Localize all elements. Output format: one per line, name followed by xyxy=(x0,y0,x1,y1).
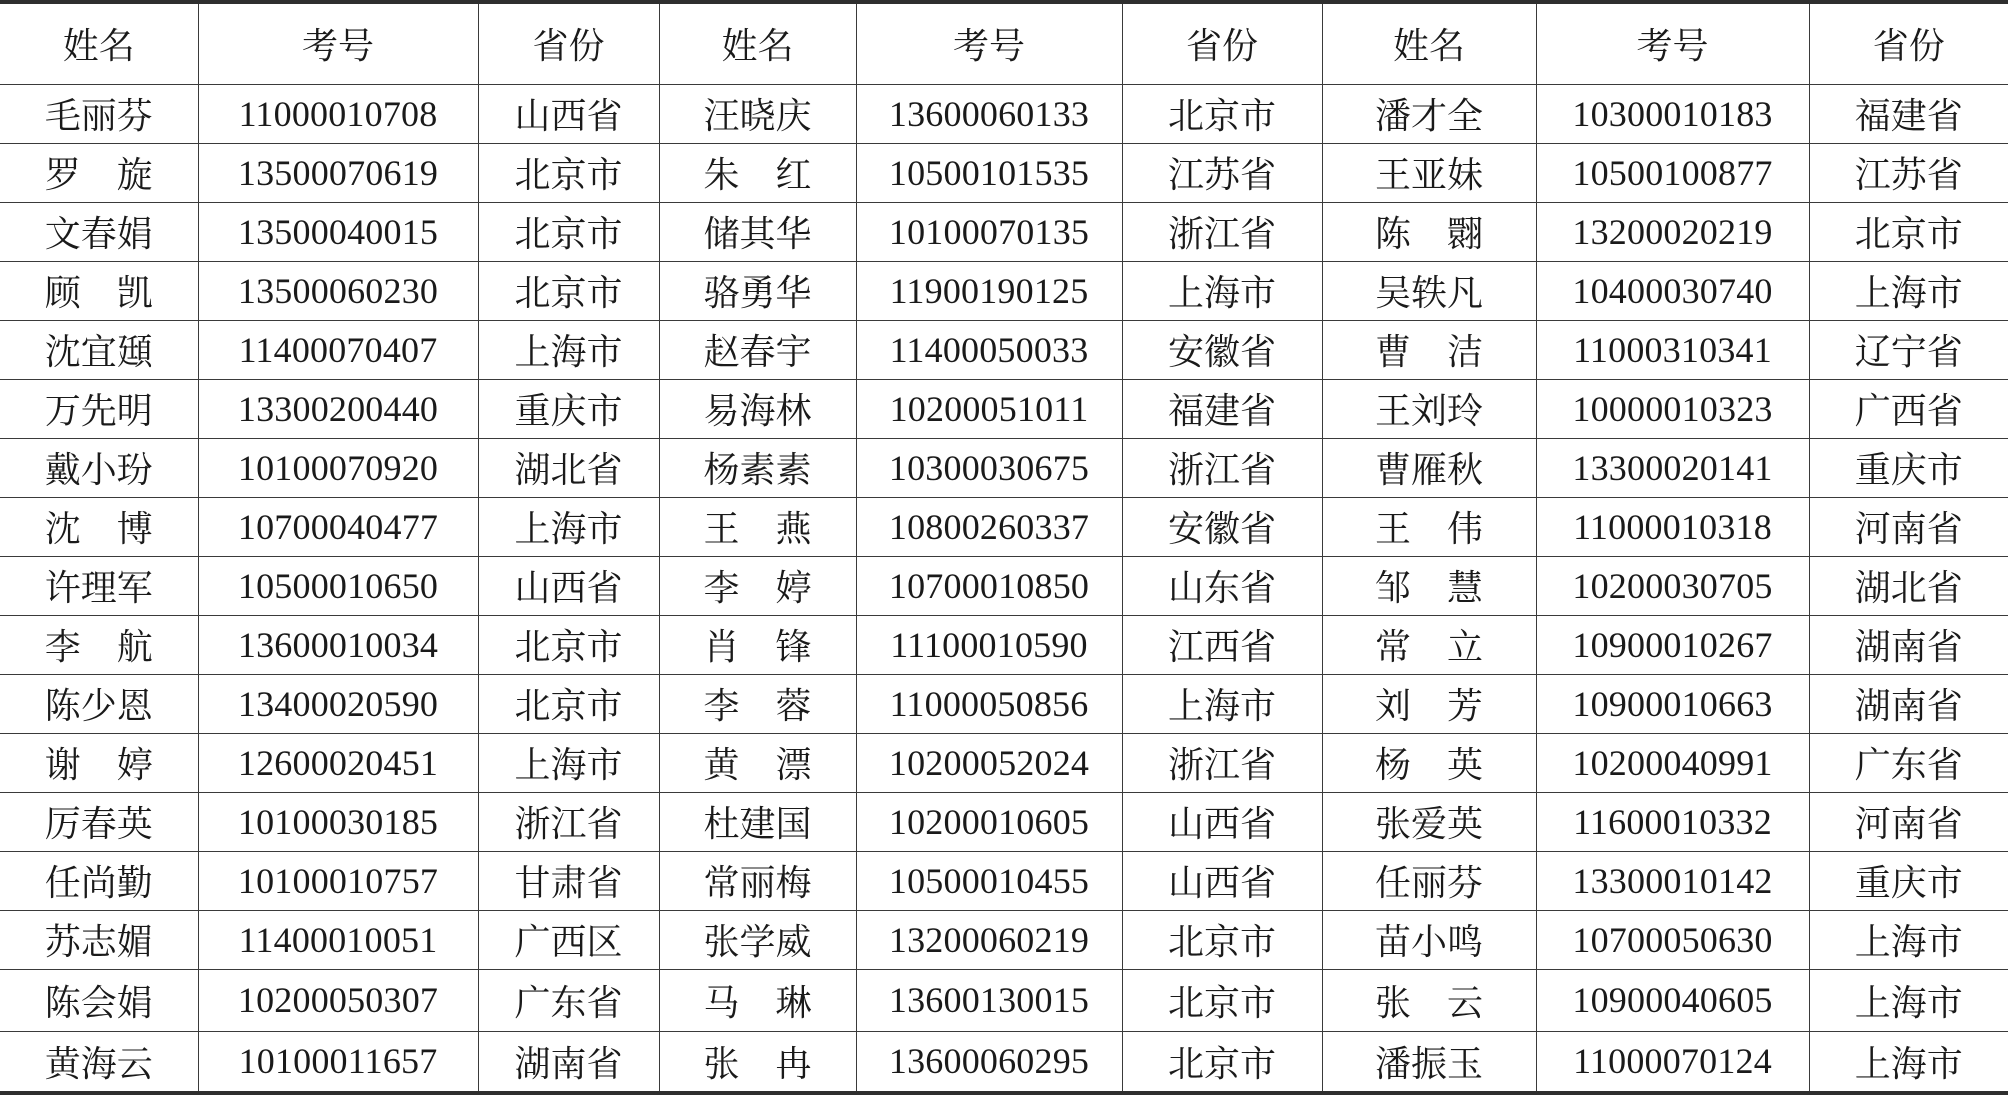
exam-number-cell: 11000310341 xyxy=(1536,320,1809,379)
province-cell: 湖南省 xyxy=(1809,615,2008,674)
province-cell: 北京市 xyxy=(1122,1031,1322,1093)
exam-number-cell: 10100030185 xyxy=(198,792,478,851)
province-cell: 山西省 xyxy=(478,556,659,615)
name-cell: 易海林 xyxy=(659,379,856,438)
table-row xyxy=(0,438,2008,497)
name-cell: 曹 洁 xyxy=(1322,320,1536,379)
name-cell: 陈 翾 xyxy=(1322,202,1536,261)
province-cell: 江西省 xyxy=(1122,615,1322,674)
exam-number-cell: 11900190125 xyxy=(856,261,1122,320)
province-cell: 北京市 xyxy=(1122,84,1322,143)
table-row xyxy=(0,733,2008,792)
province-cell: 上海市 xyxy=(478,497,659,556)
table-row xyxy=(0,497,2008,556)
province-cell: 重庆市 xyxy=(478,379,659,438)
exam-number-cell: 10200010605 xyxy=(856,792,1122,851)
name-cell: 骆勇华 xyxy=(659,261,856,320)
name-cell: 毛丽芬 xyxy=(0,84,198,143)
exam-number-cell: 10900010267 xyxy=(1536,615,1809,674)
table-row xyxy=(0,261,2008,320)
province-cell: 江苏省 xyxy=(1809,143,2008,202)
province-cell: 广西省 xyxy=(1809,379,2008,438)
exam-number-cell: 10300030675 xyxy=(856,438,1122,497)
name-cell: 马 琳 xyxy=(659,969,856,1031)
province-cell: 广西区 xyxy=(478,910,659,969)
province-cell: 湖北省 xyxy=(478,438,659,497)
province-cell: 福建省 xyxy=(1809,84,2008,143)
name-cell: 戴小玢 xyxy=(0,438,198,497)
name-cell: 苏志媚 xyxy=(0,910,198,969)
province-cell: 上海市 xyxy=(1809,1031,2008,1093)
exam-number-cell: 13300010142 xyxy=(1536,851,1809,910)
roster-body xyxy=(0,84,2008,1093)
exam-number-cell: 10000010323 xyxy=(1536,379,1809,438)
province-cell: 北京市 xyxy=(478,674,659,733)
province-cell: 安徽省 xyxy=(1122,320,1322,379)
exam-number-cell: 13200060219 xyxy=(856,910,1122,969)
table-row xyxy=(0,556,2008,615)
name-cell: 罗 旋 xyxy=(0,143,198,202)
exam-number-cell: 11600010332 xyxy=(1536,792,1809,851)
exam-number-cell: 10500010455 xyxy=(856,851,1122,910)
province-cell: 福建省 xyxy=(1122,379,1322,438)
table-row xyxy=(0,851,2008,910)
table-row xyxy=(0,615,2008,674)
province-cell: 广东省 xyxy=(1809,733,2008,792)
exam-number-cell: 13600010034 xyxy=(198,615,478,674)
name-cell: 李 婷 xyxy=(659,556,856,615)
header-name-2: 姓名 xyxy=(659,2,856,84)
exam-number-cell: 10700040477 xyxy=(198,497,478,556)
name-cell: 赵春宇 xyxy=(659,320,856,379)
exam-number-cell: 10200040991 xyxy=(1536,733,1809,792)
name-cell: 杨 英 xyxy=(1322,733,1536,792)
name-cell: 王刘玲 xyxy=(1322,379,1536,438)
exam-number-cell: 10300010183 xyxy=(1536,84,1809,143)
name-cell: 张 云 xyxy=(1322,969,1536,1031)
province-cell: 湖南省 xyxy=(1809,674,2008,733)
name-cell: 许理军 xyxy=(0,556,198,615)
name-cell: 张爱英 xyxy=(1322,792,1536,851)
exam-number-cell: 11000010318 xyxy=(1536,497,1809,556)
header-name-3: 姓名 xyxy=(1322,2,1536,84)
name-cell: 常丽梅 xyxy=(659,851,856,910)
exam-number-cell: 11000070124 xyxy=(1536,1031,1809,1093)
header-province-2: 省份 xyxy=(1122,2,1322,84)
exam-number-cell: 10100070920 xyxy=(198,438,478,497)
province-cell: 浙江省 xyxy=(1122,202,1322,261)
table-row xyxy=(0,969,2008,1031)
province-cell: 河南省 xyxy=(1809,792,2008,851)
province-cell: 上海市 xyxy=(1122,261,1322,320)
name-cell: 厉春英 xyxy=(0,792,198,851)
exam-number-cell: 10200050307 xyxy=(198,969,478,1031)
exam-number-cell: 12600020451 xyxy=(198,733,478,792)
exam-number-cell: 10400030740 xyxy=(1536,261,1809,320)
province-cell: 山东省 xyxy=(1122,556,1322,615)
name-cell: 潘才全 xyxy=(1322,84,1536,143)
table-row xyxy=(0,674,2008,733)
name-cell: 邹 慧 xyxy=(1322,556,1536,615)
exam-number-cell: 10500100877 xyxy=(1536,143,1809,202)
name-cell: 王亚妹 xyxy=(1322,143,1536,202)
province-cell: 北京市 xyxy=(1809,202,2008,261)
header-province-1: 省份 xyxy=(478,2,659,84)
name-cell: 谢 婷 xyxy=(0,733,198,792)
name-cell: 沈 博 xyxy=(0,497,198,556)
name-cell: 张学威 xyxy=(659,910,856,969)
exam-number-cell: 11400050033 xyxy=(856,320,1122,379)
exam-number-cell: 13500060230 xyxy=(198,261,478,320)
name-cell: 李 蓉 xyxy=(659,674,856,733)
name-cell: 王 燕 xyxy=(659,497,856,556)
exam-number-cell: 10900040605 xyxy=(1536,969,1809,1031)
province-cell: 广东省 xyxy=(478,969,659,1031)
province-cell: 湖南省 xyxy=(478,1031,659,1093)
province-cell: 北京市 xyxy=(478,143,659,202)
name-cell: 万先明 xyxy=(0,379,198,438)
exam-number-cell: 10200051011 xyxy=(856,379,1122,438)
province-cell: 北京市 xyxy=(1122,969,1322,1031)
exam-number-cell: 13600060133 xyxy=(856,84,1122,143)
province-cell: 北京市 xyxy=(478,615,659,674)
header-name-1: 姓名 xyxy=(0,2,198,84)
province-cell: 浙江省 xyxy=(1122,438,1322,497)
exam-number-cell: 10500010650 xyxy=(198,556,478,615)
table-row xyxy=(0,202,2008,261)
province-cell: 重庆市 xyxy=(1809,438,2008,497)
table-row xyxy=(0,143,2008,202)
province-cell: 北京市 xyxy=(478,261,659,320)
name-cell: 顾 凯 xyxy=(0,261,198,320)
exam-number-cell: 10700050630 xyxy=(1536,910,1809,969)
exam-number-cell: 10200030705 xyxy=(1536,556,1809,615)
name-cell: 潘振玉 xyxy=(1322,1031,1536,1093)
name-cell: 文春娟 xyxy=(0,202,198,261)
name-cell: 张 冉 xyxy=(659,1031,856,1093)
exam-number-cell: 13500040015 xyxy=(198,202,478,261)
province-cell: 山西省 xyxy=(1122,851,1322,910)
exam-number-cell: 10800260337 xyxy=(856,497,1122,556)
province-cell: 湖北省 xyxy=(1809,556,2008,615)
exam-number-cell: 10700010850 xyxy=(856,556,1122,615)
exam-number-cell: 10200052024 xyxy=(856,733,1122,792)
name-cell: 王 伟 xyxy=(1322,497,1536,556)
header-province-3: 省份 xyxy=(1809,2,2008,84)
exam-number-cell: 11100010590 xyxy=(856,615,1122,674)
exam-number-cell: 13300200440 xyxy=(198,379,478,438)
province-cell: 甘肃省 xyxy=(478,851,659,910)
exam-number-cell: 10500101535 xyxy=(856,143,1122,202)
name-cell: 李 航 xyxy=(0,615,198,674)
name-cell: 汪晓庆 xyxy=(659,84,856,143)
table-row xyxy=(0,792,2008,851)
province-cell: 上海市 xyxy=(1809,969,2008,1031)
province-cell: 上海市 xyxy=(478,320,659,379)
province-cell: 安徽省 xyxy=(1122,497,1322,556)
table-row xyxy=(0,320,2008,379)
province-cell: 重庆市 xyxy=(1809,851,2008,910)
exam-number-cell: 13200020219 xyxy=(1536,202,1809,261)
header-exam-number-3: 考号 xyxy=(1536,2,1809,84)
exam-number-cell: 10100011657 xyxy=(198,1031,478,1093)
name-cell: 储其华 xyxy=(659,202,856,261)
exam-number-cell: 13600060295 xyxy=(856,1031,1122,1093)
name-cell: 任尚勤 xyxy=(0,851,198,910)
province-cell: 河南省 xyxy=(1809,497,2008,556)
name-cell: 沈宜頲 xyxy=(0,320,198,379)
name-cell: 苗小鸣 xyxy=(1322,910,1536,969)
province-cell: 山西省 xyxy=(1122,792,1322,851)
exam-number-cell: 11000050856 xyxy=(856,674,1122,733)
province-cell: 北京市 xyxy=(478,202,659,261)
name-cell: 陈会娟 xyxy=(0,969,198,1031)
exam-number-cell: 13400020590 xyxy=(198,674,478,733)
name-cell: 杨素素 xyxy=(659,438,856,497)
name-cell: 陈少恩 xyxy=(0,674,198,733)
province-cell: 上海市 xyxy=(478,733,659,792)
name-cell: 杜建国 xyxy=(659,792,856,851)
table-row xyxy=(0,910,2008,969)
exam-number-cell: 11000010708 xyxy=(198,84,478,143)
province-cell: 北京市 xyxy=(1122,910,1322,969)
province-cell: 江苏省 xyxy=(1122,143,1322,202)
name-cell: 吴轶凡 xyxy=(1322,261,1536,320)
name-cell: 黄海云 xyxy=(0,1031,198,1093)
province-cell: 上海市 xyxy=(1809,910,2008,969)
table-row xyxy=(0,84,2008,143)
exam-number-cell: 13300020141 xyxy=(1536,438,1809,497)
name-cell: 朱 红 xyxy=(659,143,856,202)
exam-number-cell: 10100070135 xyxy=(856,202,1122,261)
exam-number-cell: 10900010663 xyxy=(1536,674,1809,733)
name-cell: 常 立 xyxy=(1322,615,1536,674)
exam-number-cell: 11400010051 xyxy=(198,910,478,969)
header-exam-number-1: 考号 xyxy=(198,2,478,84)
province-cell: 浙江省 xyxy=(478,792,659,851)
province-cell: 辽宁省 xyxy=(1809,320,2008,379)
province-cell: 上海市 xyxy=(1809,261,2008,320)
name-cell: 曹雁秋 xyxy=(1322,438,1536,497)
header-exam-number-2: 考号 xyxy=(856,2,1122,84)
name-cell: 黄 漂 xyxy=(659,733,856,792)
province-cell: 山西省 xyxy=(478,84,659,143)
exam-number-cell: 10100010757 xyxy=(198,851,478,910)
name-cell: 任丽芬 xyxy=(1322,851,1536,910)
exam-number-cell: 13500070619 xyxy=(198,143,478,202)
name-cell: 刘 芳 xyxy=(1322,674,1536,733)
exam-number-cell: 13600130015 xyxy=(856,969,1122,1031)
table-row xyxy=(0,379,2008,438)
table-row xyxy=(0,1031,2008,1093)
exam-number-cell: 11400070407 xyxy=(198,320,478,379)
province-cell: 浙江省 xyxy=(1122,733,1322,792)
name-cell: 肖 锋 xyxy=(659,615,856,674)
header-row xyxy=(0,2,2008,84)
province-cell: 上海市 xyxy=(1122,674,1322,733)
